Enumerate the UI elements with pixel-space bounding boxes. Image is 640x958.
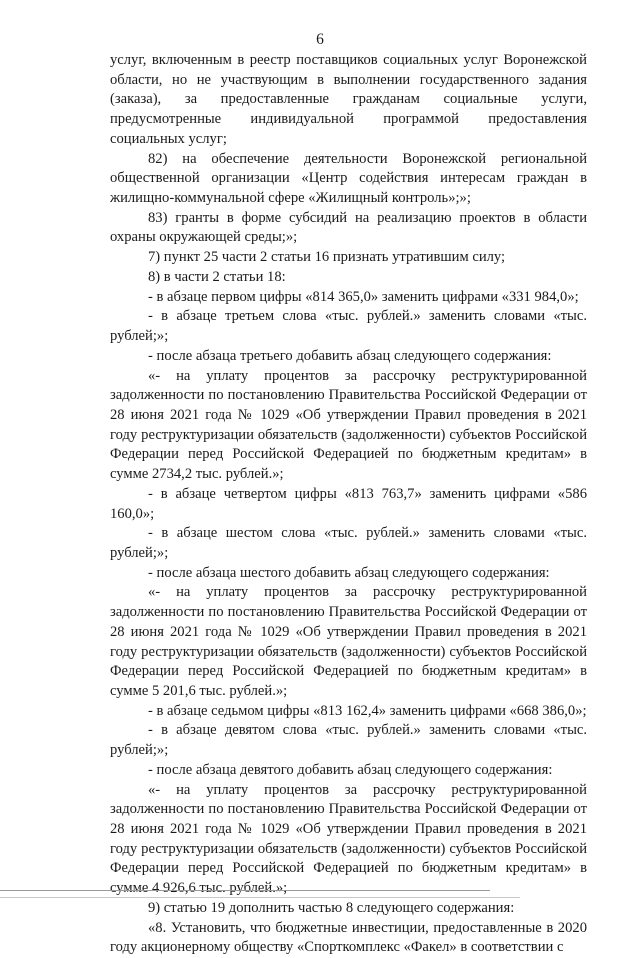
paragraph: «- на уплату процентов за рассрочку реструктурированной задолженности по постановлению Правительства Российской Федерации от 28 июня 2021 года № 1029 «Об утверждении Правил проведения в 2021 году реструктуризации обязательств (задолженности) субъектов Российской Федерации перед Российской Федерацией по бюджетным кредитам» в сумме 4 926,6 тыс. рублей.»; bbox=[110, 781, 587, 897]
paragraph: - в абзаце седьмом цифры «813 162,4» заменить цифрами «668 386,0»; bbox=[148, 702, 587, 719]
paragraph: 8) в части 2 статьи 18: bbox=[148, 268, 286, 285]
paragraph: - в абзаце шестом слова «тыс. рублей.» заменить словами «тыс. рублей;»; bbox=[110, 525, 587, 561]
paragraph: 7) пункт 25 части 2 статьи 16 признать утратившим силу; bbox=[148, 249, 506, 266]
paragraph: - после абзаца шестого добавить абзац следующего содержания: bbox=[148, 564, 550, 581]
scan-edge-line bbox=[0, 890, 490, 891]
paragraph: - после абзаца третьего добавить абзац следующего содержания: bbox=[148, 347, 552, 364]
paragraph: услуг, включенным в реестр поставщиков социальных услуг Воронежской области, но не участвующим в выполнении государственного задания (заказа), за предоставленные гражданам социальные услуги, предусмотренные индивидуальной программой предоставления социальных услуг; bbox=[110, 52, 587, 147]
paragraph: - в абзаце третьем слова «тыс. рублей.» заменить словами «тыс. рублей;»; bbox=[110, 308, 587, 345]
paragraph: 83) гранты в форме субсидий на реализацию проектов в области охраны окружающей среды;»; bbox=[110, 209, 587, 246]
document-body bbox=[110, 51, 587, 958]
paragraph: - в абзаце девятом слова «тыс. рублей.» заменить словами «тыс. рублей;»; bbox=[110, 722, 587, 759]
paragraph: - в абзаце первом цифры «814 365,0» заменить цифрами «331 984,0»; bbox=[148, 288, 579, 305]
paragraph: «- на уплату процентов за рассрочку реструктурированной задолженности по постановлению Правительства Российской Федерации от 28 июня 2021 года № 1029 «Об утверждении Правил проведения в 2021 году реструктуризации обязательств (задолженности) субъектов Российской Федерации перед Российской Федерацией по бюджетным кредитам» в сумме 2734,2 тыс. рублей.»; bbox=[110, 367, 587, 483]
paragraph: 9) статью 19 дополнить частью 8 следующего содержания: bbox=[148, 899, 515, 916]
paragraph: - в абзаце четвертом цифры «813 763,7» заменить цифрами «586 160,0»; bbox=[110, 485, 587, 522]
paragraph: - после абзаца девятого добавить абзац следующего содержания: bbox=[148, 761, 553, 778]
paragraph: «- на уплату процентов за рассрочку реструктурированной задолженности по постановлению Правительства Российской Федерации от 28 июня 2021 года № 1029 «Об утверждении Правил проведения в 2021 году реструктуризации обязательств (задолженности) субъектов Российской Федерации перед Российской Федерацией по бюджетным кредитам» в сумме 5 201,6 тыс. рублей.»; bbox=[110, 584, 587, 699]
paragraph: «8. Установить, что бюджетные инвестиции, предоставленные в 2020 году акционерному обществу «Спорткомплекс «Факел» в соответствии с bbox=[110, 919, 587, 956]
scan-edge-line bbox=[0, 897, 520, 898]
paragraph: 82) на обеспечение деятельности Воронежской региональной общественной организации «Центр содействия интересам граждан в жилищно-коммунальной сфере «Жилищный контроль»;»; bbox=[110, 150, 587, 207]
page-number: 6 bbox=[316, 31, 324, 48]
